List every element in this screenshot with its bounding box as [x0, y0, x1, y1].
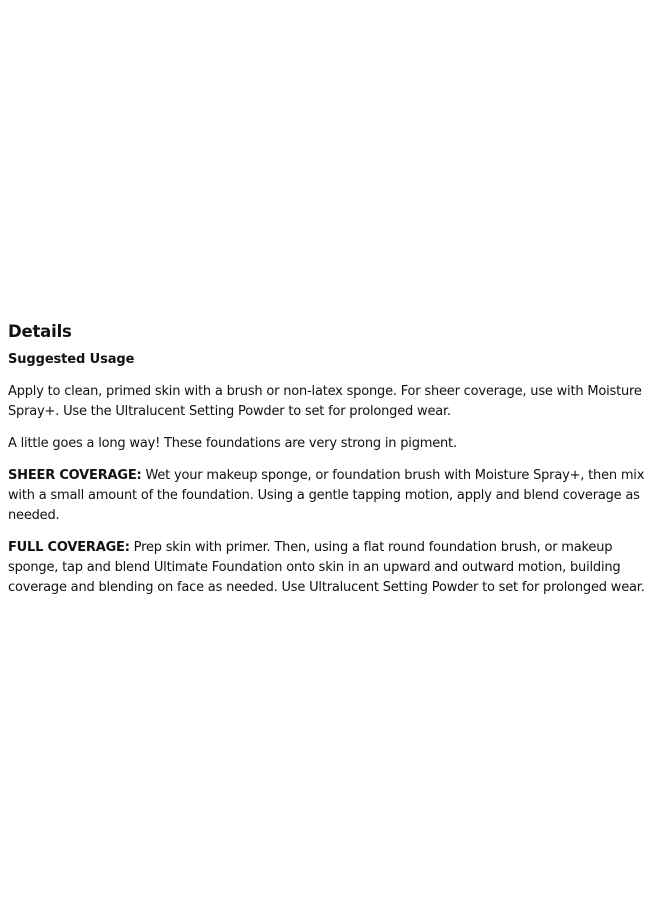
full-coverage-text: Prep skin with primer. Then, using a flat round foundation brush, or makeup sponge, tap and blend Ultimate Foundation onto skin in an upward and outward motion, building coverage and blending on face as needed. Use Ultralucent Setting Powder to set for prolonged wear. [8, 540, 645, 595]
sheer-coverage-paragraph [8, 466, 653, 526]
usage-paragraph-pigment: A little goes a long way! These foundations are very strong in pigment. [8, 436, 457, 451]
details-heading: Details [8, 322, 72, 341]
sheer-coverage-label: SHEER COVERAGE: [8, 468, 142, 483]
full-coverage-paragraph [8, 538, 653, 598]
full-coverage-label: FULL COVERAGE: [8, 540, 130, 555]
details-section [8, 320, 653, 610]
usage-paragraph-apply: Apply to clean, primed skin with a brush or non-latex sponge. For sheer coverage, use with Moisture Spray+. Use the Ultralucent Setting Powder to set for prolonged wear. [8, 384, 642, 419]
sheer-coverage-text: Wet your makeup sponge, or foundation brush with Moisture Spray+, then mix with a small amount of the foundation. Using a gentle tapping motion, apply and blend coverage as needed. [8, 468, 645, 523]
suggested-usage-heading: Suggested Usage [8, 352, 135, 367]
